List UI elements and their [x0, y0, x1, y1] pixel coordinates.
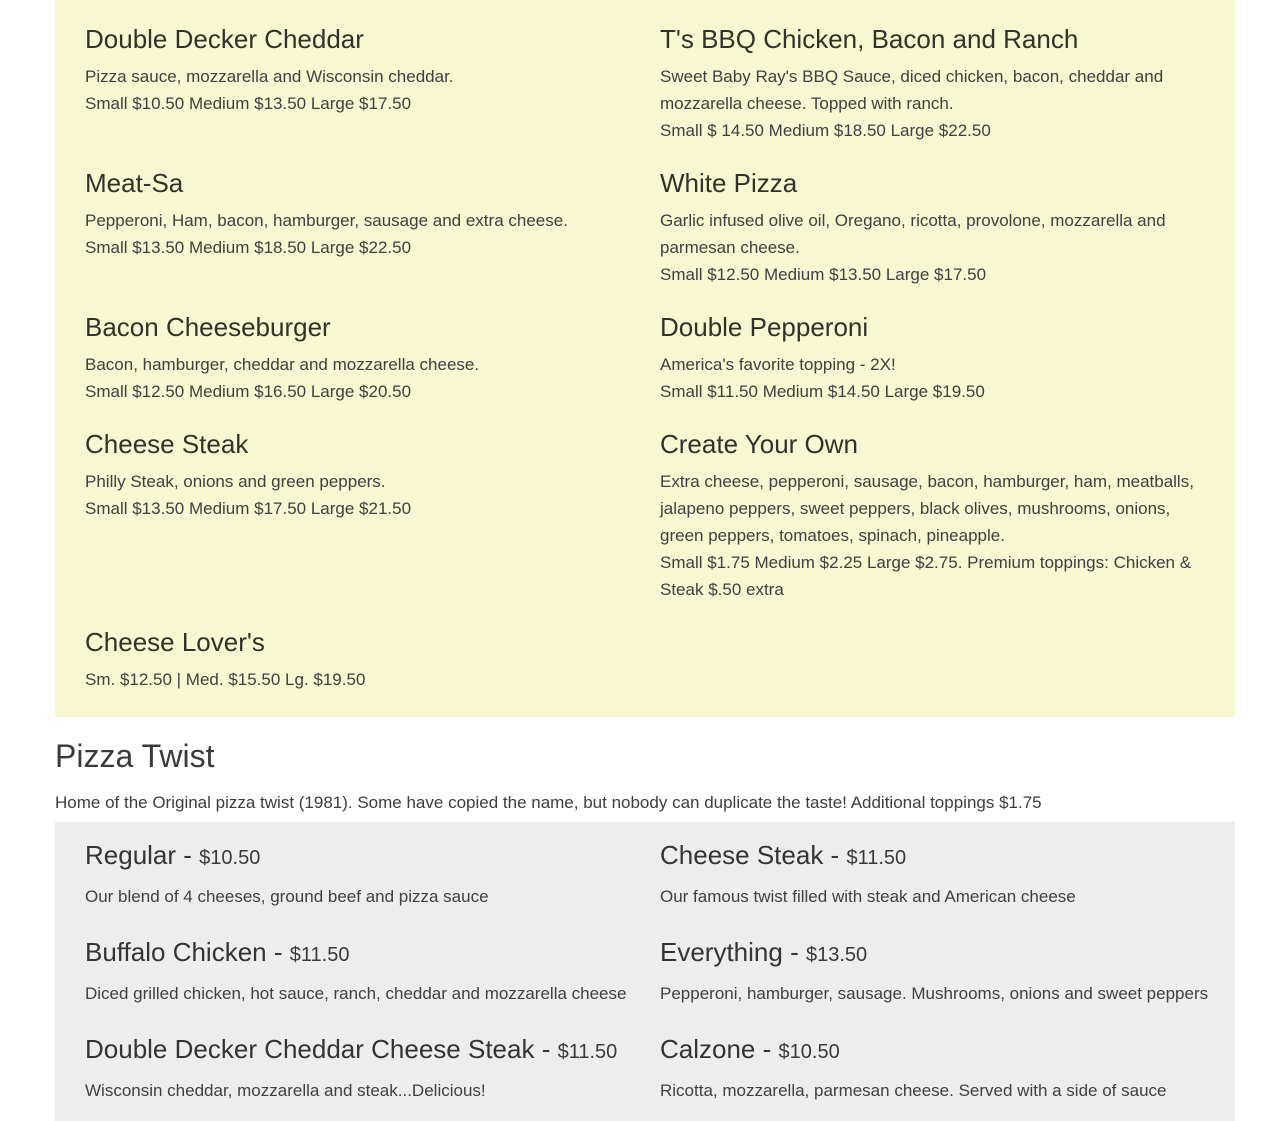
menu-item-prices: Small $10.50 Medium $13.50 Large $17.50 [85, 94, 412, 113]
menu-item [85, 312, 635, 405]
menu-item-description: Sweet Baby Ray's BBQ Sauce, diced chicken, bacon, cheddar and mozzarella cheese. Topped with ranch. [660, 67, 1164, 113]
menu-item-heading [85, 935, 635, 972]
menu-item [660, 312, 1210, 405]
menu-item-heading [660, 1032, 1210, 1069]
menu-item-description: Pepperoni, Ham, bacon, hamburger, sausage and extra cheese. [85, 211, 568, 230]
menu-item [660, 168, 1210, 288]
menu-item [85, 168, 635, 288]
menu-item-heading [85, 1032, 635, 1069]
menu-item [85, 935, 635, 1007]
menu-item-name: Everything - [660, 937, 799, 967]
menu-item-prices: Small $1.75 Medium $2.25 Large $2.75. Premium toppings: Chicken & Steak $.50 extra [660, 553, 1192, 599]
menu-item-heading [660, 935, 1210, 972]
pizza-twist-tagline: Home of the Original pizza twist (1981). Some have copied the name, but nobody can duplicate the taste! Additional toppings $1.75 [55, 793, 1042, 812]
menu-item-name: Cheese Lover's [85, 627, 265, 657]
menu-item-price: $11.50 [557, 1041, 618, 1063]
specialty-items-grid [85, 24, 1210, 693]
menu-item-name: Create Your Own [660, 429, 859, 459]
pizza-twist-panel [55, 822, 1235, 1121]
menu-item-description: Bacon, hamburger, cheddar and mozzarella cheese. [85, 355, 480, 374]
menu-item-price: $13.50 [805, 944, 868, 966]
pizza-twist-section [55, 738, 1235, 1121]
menu-item-name: Regular - [85, 840, 192, 870]
menu-item-heading [85, 838, 635, 875]
menu-item-name: T's BBQ Chicken, Bacon and Ranch [660, 24, 1079, 54]
menu-item [660, 24, 1210, 144]
menu-item-prices: Small $12.50 Medium $16.50 Large $20.50 [85, 382, 412, 401]
menu-item-price: $11.50 [289, 944, 350, 966]
menu-item-description: America's favorite topping - 2X! [660, 355, 896, 374]
menu-item-name: Meat-Sa [85, 168, 184, 198]
menu-item-name: Cheese Steak [85, 429, 249, 459]
menu-item-prices: Small $13.50 Medium $18.50 Large $22.50 [85, 238, 412, 257]
menu-item-body [85, 666, 635, 693]
menu-item-body [660, 468, 1210, 603]
specialty-pizzas-panel [55, 0, 1235, 717]
menu-item [85, 838, 635, 910]
menu-item-name: Buffalo Chicken - [85, 937, 283, 967]
menu-item-body [85, 468, 635, 522]
menu-item [660, 429, 1210, 603]
twist-items-grid [85, 838, 1210, 1104]
menu-item-description: Our blend of 4 cheeses, ground beef and pizza sauce [85, 887, 489, 906]
menu-item-price: $11.50 [846, 847, 907, 869]
menu-item-body [85, 207, 635, 261]
menu-item-body [85, 351, 635, 405]
menu-item-name: Cheese Steak - [660, 840, 840, 870]
menu-item [85, 429, 635, 603]
menu-item-name: Double Decker Cheddar Cheese Steak - [85, 1034, 551, 1064]
menu-item-description: Philly Steak, onions and green peppers. [85, 472, 386, 491]
menu-item-name: White Pizza [660, 168, 798, 198]
menu-item-description: Extra cheese, pepperoni, sausage, bacon, hamburger, ham, meatballs, jalapeno peppers, sweet peppers, black olives, mushrooms, onions, green peppers, tomatoes, spinach, pineapple. [660, 472, 1194, 545]
menu-item-prices: Small $12.50 Medium $13.50 Large $17.50 [660, 265, 987, 284]
menu-item-name: Bacon Cheeseburger [85, 312, 331, 342]
menu-page [55, 0, 1235, 1121]
menu-item-description: Pepperoni, hamburger, sausage. Mushrooms, onions and sweet peppers [660, 984, 1209, 1003]
menu-item-description: Diced grilled chicken, hot sauce, ranch, cheddar and mozzarella cheese [85, 984, 627, 1003]
menu-item-body [660, 207, 1210, 288]
menu-item [85, 1032, 635, 1104]
menu-item-name: Double Decker Cheddar [85, 24, 364, 54]
menu-item-description: Ricotta, mozzarella, parmesan cheese. Served with a side of sauce [660, 1081, 1167, 1100]
menu-item-prices: Small $11.50 Medium $14.50 Large $19.50 [660, 382, 985, 401]
menu-item-description: Wisconsin cheddar, mozzarella and steak...Delicious! [85, 1081, 486, 1100]
menu-item [660, 1032, 1210, 1104]
menu-item [660, 935, 1210, 1007]
pizza-twist-title: Pizza Twist [55, 738, 215, 774]
menu-item-heading [660, 838, 1210, 875]
menu-item-prices: Small $ 14.50 Medium $18.50 Large $22.50 [660, 121, 991, 140]
menu-item [85, 627, 635, 693]
menu-item-price: $10.50 [778, 1041, 840, 1063]
menu-item-name: Double Pepperoni [660, 312, 869, 342]
menu-item-description: Our famous twist filled with steak and American cheese [660, 887, 1076, 906]
menu-item-description: Garlic infused olive oil, Oregano, ricotta, provolone, mozzarella and parmesan cheese. [660, 211, 1166, 257]
menu-item-body [660, 63, 1210, 144]
menu-item-prices: Small $13.50 Medium $17.50 Large $21.50 [85, 499, 412, 518]
menu-item-prices: Sm. $12.50 | Med. $15.50 Lg. $19.50 [85, 670, 366, 689]
menu-item-name: Calzone - [660, 1034, 772, 1064]
menu-item [660, 838, 1210, 910]
menu-item-description: Pizza sauce, mozzarella and Wisconsin cheddar. [85, 67, 454, 86]
menu-item [85, 24, 635, 144]
menu-item-body [660, 351, 1210, 405]
menu-item-price: $10.50 [199, 847, 261, 869]
menu-item-body [85, 63, 635, 117]
